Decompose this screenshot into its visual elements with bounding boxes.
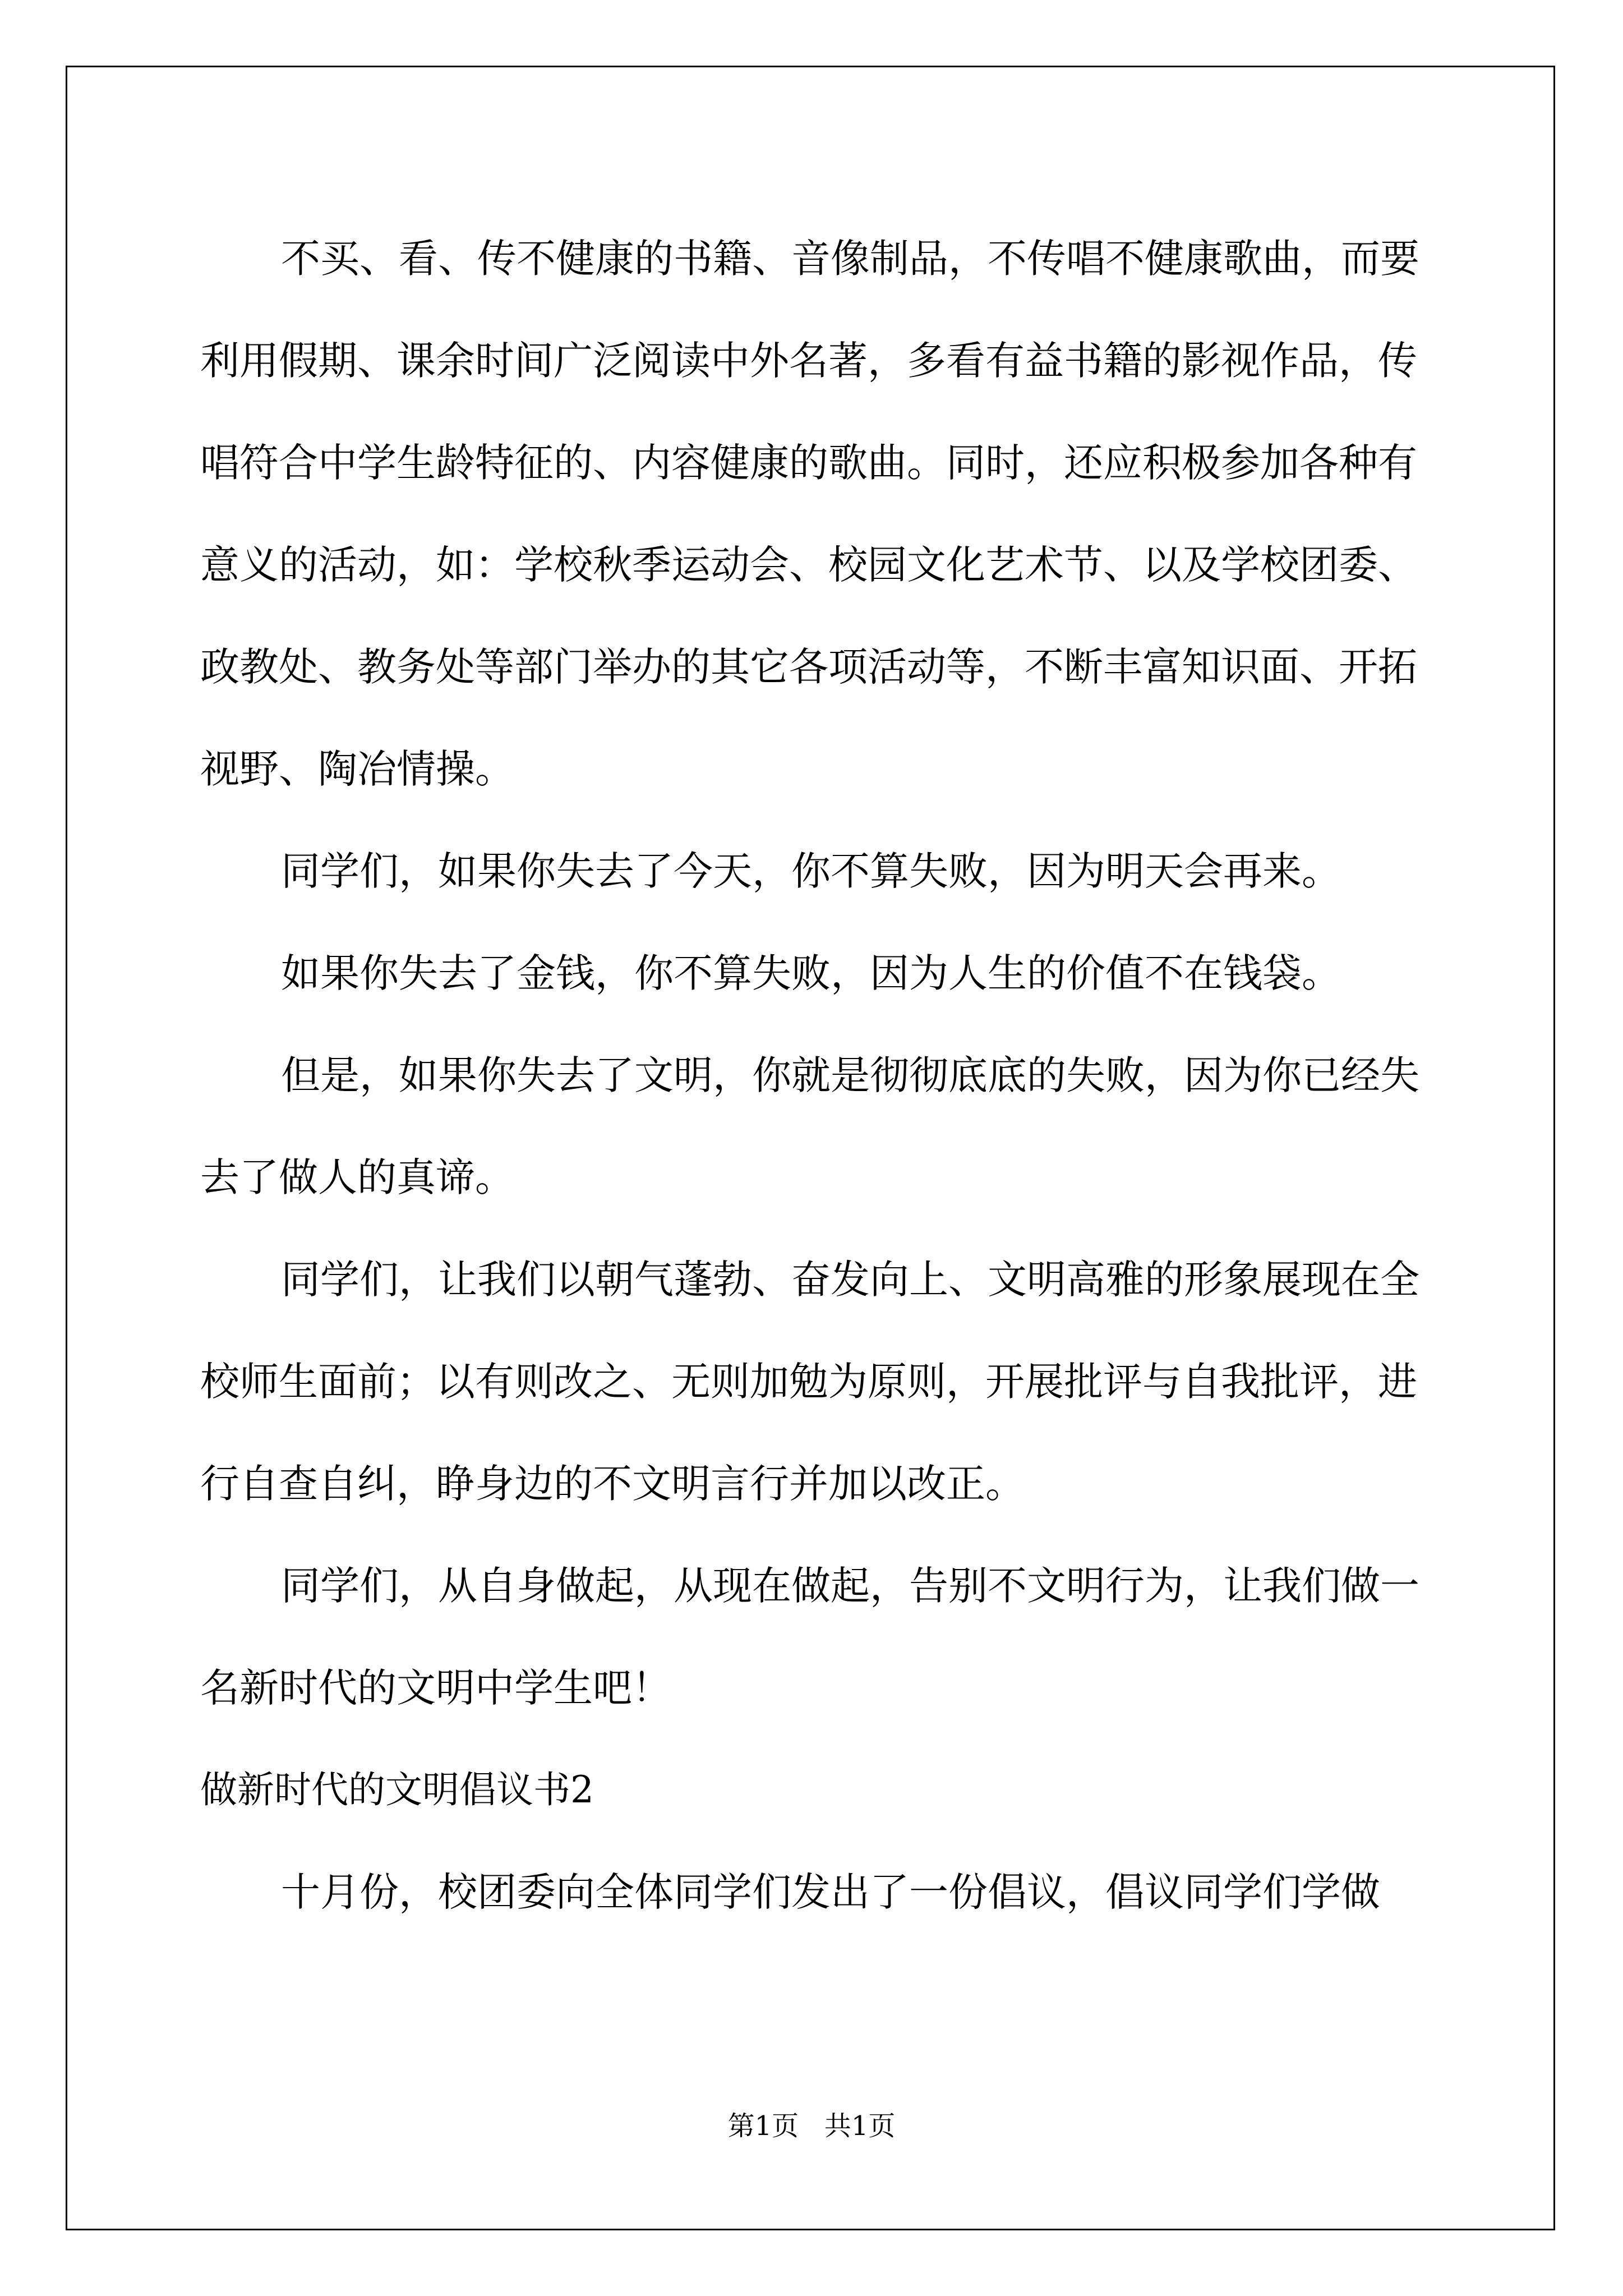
paragraph-2: 同学们，如果你失去了今天，你不算失败，因为明天会再来。 xyxy=(281,848,1341,894)
paragraph-6: 同学们，从自身做起，从现在做起，告别不文明行为，让我们做一名新时代的文明中学生吧！ xyxy=(200,1563,1419,1711)
page-total: 共1页 xyxy=(824,2110,896,2142)
paragraph-5: 同学们，让我们以朝气蓬勃、奋发向上、文明高雅的形象展现在全校师生面前；以有则改之、无则加勉为原则，开展批评与自我批评，进行自查自纠，睁身边的不文明言行并加以改正。 xyxy=(200,1257,1419,1507)
document-body xyxy=(200,208,1440,1943)
page-number: 第1页 xyxy=(727,2110,799,2142)
page-footer xyxy=(0,2109,1623,2143)
footer-gap xyxy=(799,2110,824,2142)
paragraph-4: 但是，如果你失去了文明，你就是彻彻底底的失败，因为你已经失去了做人的真谛。 xyxy=(200,1052,1419,1200)
section-heading: 做新时代的文明倡议书2 xyxy=(200,1768,594,1811)
paragraph-3: 如果你失去了金钱，你不算失败，因为人生的价值不在钱袋。 xyxy=(281,950,1341,996)
paragraph-7: 十月份，校团委向全体同学们发出了一份倡议，倡议同学们学做 xyxy=(281,1869,1380,1915)
paragraph-1: 不买、看、传不健康的书籍、音像制品，不传唱不健康歌曲，而要利用假期、课余时间广泛阅读中外名著，多看有益书籍的影视作品，传唱符合中学生龄特征的、内容健康的歌曲。同时，还应积极参加各种有意义的活动，如：学校秋季运动会、校园文化艺术节、以及学校团委、政教处、教务处等部门举办的其它各项活动等，不断丰富知识面、开拓视野、陶冶情操。 xyxy=(200,236,1419,792)
